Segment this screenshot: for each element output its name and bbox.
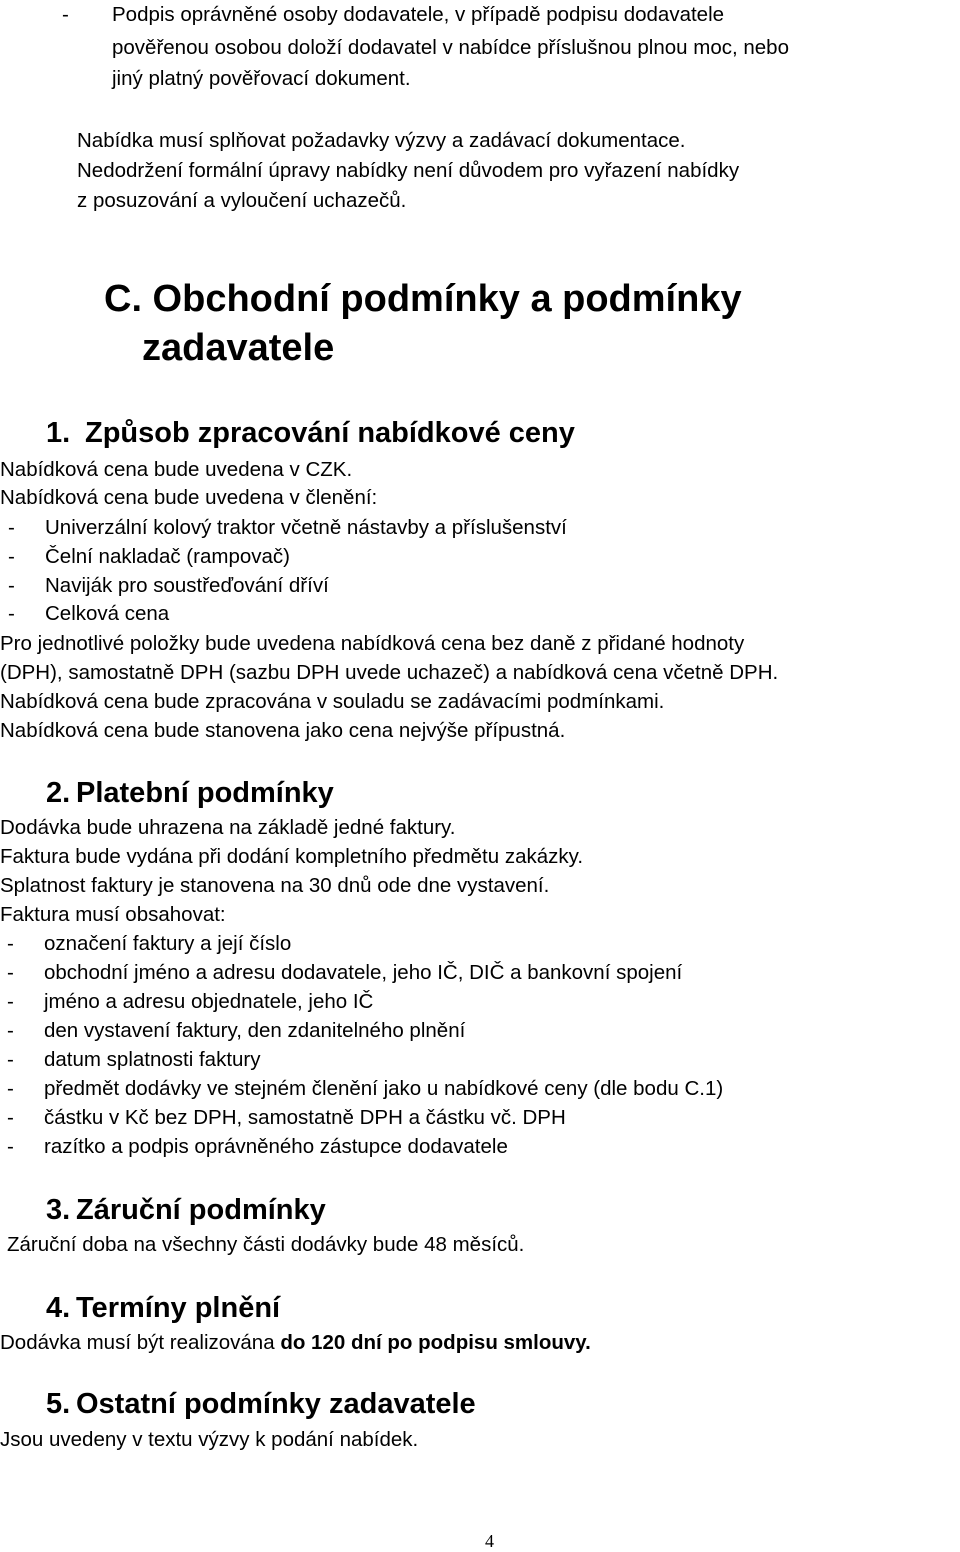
list-item: Celková cena [45,602,170,625]
section-1-text: Pro jednotlivé položky bude uvedena nabídková cena bez daně z přidané hodnoty [0,632,745,655]
bullet-dash: - [7,961,14,984]
top-item-line: Podpis oprávněné osoby dodavatele, v případě podpisu dodavatele [112,3,725,26]
section-c-heading: C. Obchodní podmínky a podmínky [104,278,742,320]
section-4-text-plain: Dodávka musí být realizována [0,1331,281,1354]
section-5-title: Ostatní podmínky zadavatele [76,1388,476,1420]
section-4-number: 4. [46,1292,71,1324]
bullet-dash: - [7,1048,14,1071]
list-item: Univerzální kolový traktor včetně nástavby a příslušenství [45,516,567,539]
list-item: předmět dodávky ve stejném členění jako u nabídkové ceny (dle bodu C.1) [44,1077,724,1100]
bullet-dash: - [7,1077,14,1100]
list-item: razítko a podpis oprávněného zástupce dodavatele [44,1135,508,1158]
section-1-text: Nabídková cena bude uvedena v členění: [0,486,378,509]
section-c-heading-cont: zadavatele [142,327,335,369]
list-item: jméno a adresu objednatele, jeho IČ [44,990,374,1013]
section-2-number: 2. [46,777,71,809]
bullet-dash: - [7,932,14,955]
section-5-text: Jsou uvedeny v textu výzvy k podání nabídek. [0,1428,419,1451]
bullet-dash: - [7,990,14,1013]
section-5-number: 5. [46,1388,71,1420]
section-3-title: Záruční podmínky [76,1194,326,1226]
bullet-dash: - [7,1135,14,1158]
bullet-dash: - [7,1106,14,1129]
top-item-line: pověřenou osobou doloží dodavatel v nabídce příslušnou plnou moc, nebo [112,36,789,59]
list-item: Naviják pro soustřeďování dříví [45,574,329,597]
section-1-text: Nabídková cena bude zpracována v souladu se zadávacími podmínkami. [0,690,665,713]
list-item: den vystavení faktury, den zdanitelného plnění [44,1019,466,1042]
bullet-dash: - [8,516,15,539]
intro-line: Nabídka musí splňovat požadavky výzvy a zadávací dokumentace. [77,129,686,152]
bullet-dash: - [8,574,15,597]
section-1-text: Nabídková cena bude uvedena v CZK. [0,458,353,481]
section-3-text: Záruční doba na všechny části dodávky bude 48 měsíců. [7,1233,525,1256]
list-item: označení faktury a její číslo [44,932,292,955]
list-item: částku v Kč bez DPH, samostatně DPH a částku vč. DPH [44,1106,566,1129]
bullet-dash: - [7,1019,14,1042]
section-4-text-bold: do 120 dní po podpisu smlouvy. [280,1331,591,1354]
page-number: 4 [485,1531,494,1551]
list-item: obchodní jméno a adresu dodavatele, jeho IČ, DIČ a bankovní spojení [44,961,683,984]
section-2-text: Dodávka bude uhrazena na základě jedné faktury. [0,816,456,839]
section-1-title: Způsob zpracování nabídkové ceny [85,417,575,449]
section-4-text [0,1328,591,1357]
bullet-dash: - [8,602,15,625]
section-2-text: Faktura musí obsahovat: [0,903,226,926]
section-1-text: (DPH), samostatně DPH (sazbu DPH uvede uchazeč) a nabídková cena včetně DPH. [0,661,779,684]
bullet-dash: - [62,3,69,26]
intro-line: z posuzování a vyloučení uchazečů. [77,189,407,212]
list-item: Čelní nakladač (rampovač) [45,545,290,568]
section-4-title: Termíny plnění [76,1292,281,1324]
section-2-text: Splatnost faktury je stanovena na 30 dnů ode dne vystavení. [0,874,550,897]
section-2-text: Faktura bude vydána při dodání kompletního předmětu zakázky. [0,845,584,868]
bullet-dash: - [8,545,15,568]
section-3-number: 3. [46,1194,71,1226]
list-item: datum splatnosti faktury [44,1048,261,1071]
intro-line: Nedodržení formální úpravy nabídky není důvodem pro vyřazení nabídky [77,159,740,182]
top-item-line: jiný platný pověřovací dokument. [112,67,411,90]
section-2-title: Platební podmínky [76,777,334,809]
section-1-text: Nabídková cena bude stanovena jako cena nejvýše přípustná. [0,719,566,742]
section-1-number: 1. [46,417,71,449]
